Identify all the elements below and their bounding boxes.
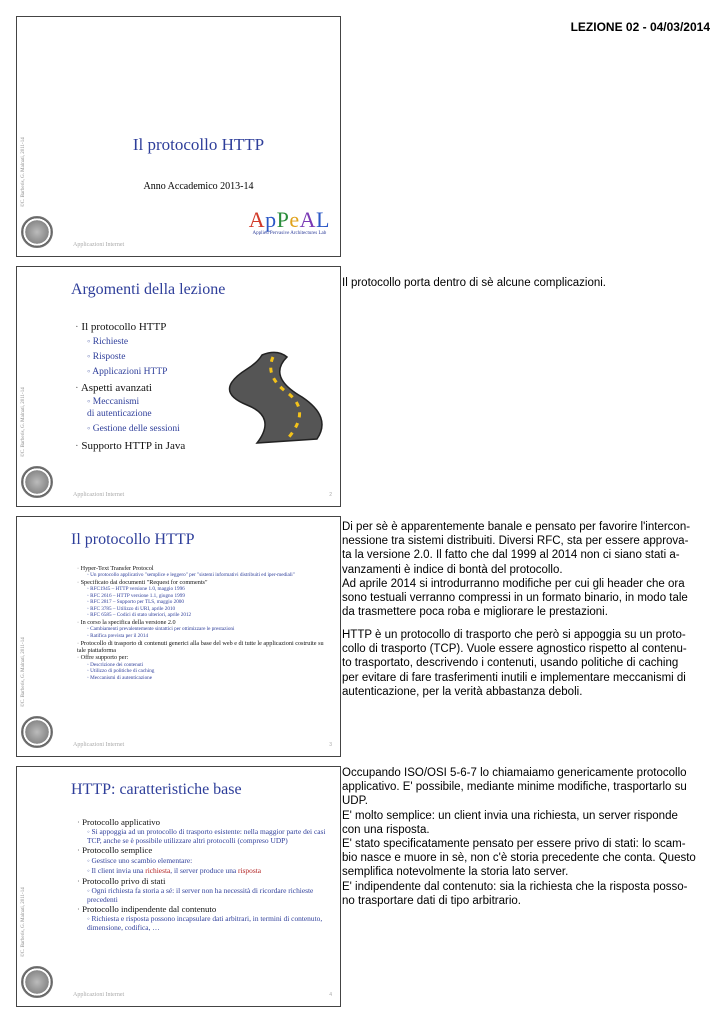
note-slide-4: Occupando ISO/OSI 5-6-7 lo chiamaiamo genericamente protocollo applicativo. E' possibile, mediante minime modifiche, trasportarlo su UDP. E' molto semplice: un client invia una richiesta, un server risponde con una risposta. E' stato specificatamente pensato per essere privo di stati: lo scam- bio nasce e muore in sè, non c'è storia precedente che conta. Questo semplifica notevolmente la storia lato server. E' indipendente dal contenuto: sia la richiesta che la risposta posso- no trasportare dati di tipo arbitrario.: [342, 767, 696, 907]
appeal-logo-word: ApPeAL: [248, 207, 330, 232]
slide-title: HTTP: caratteristiche base: [71, 781, 242, 798]
sub-bullet: ◦ RFC 2616 – HTTP versione 1.1, giugno 1999: [77, 593, 327, 600]
university-seal-icon: [21, 716, 53, 748]
sub-bullet: ◦ Ratifica prevista per il 2014: [77, 633, 327, 640]
slide-credit: ©C. Barberis, G. Malnati, 2011-14: [21, 887, 26, 957]
sub-bullet: ◦ RFC 2817 – Supporto per TLS, maggio 2000: [77, 599, 327, 606]
sub-bullet: ◦ Gestisce uno scambio elementare:: [77, 856, 332, 866]
slide-credit: ©C. Barberis, G. Malnati, 2011-14: [21, 637, 26, 707]
bullet: · Supporto HTTP in Java: [75, 438, 185, 454]
sub-bullet: ◦ RFC 6585 – Codici di stato ulteriori, aprile 2012: [77, 612, 327, 619]
sub-bullet: ◦ Ogni richiesta fa storia a sé: il server non ha necessità di ricordare richieste precedenti: [77, 887, 332, 904]
slide-4: [16, 766, 341, 1007]
slide-1: [16, 16, 341, 257]
slide-3: [16, 516, 341, 757]
university-seal-icon: [21, 466, 53, 498]
note-slide-3-part-2: HTTP è un protocollo di trasporto che però si appoggia su un proto- collo di trasporto (TCP). Vuole essere agnostico rispetto al contenu- to trasportato, descrivendo i contenuti, usando politiche di caching per evitare di fare trasferimenti inutili e implementare meccanismi di autenticazione, per la verità abbastanza deboli.: [342, 629, 687, 698]
bullet: · Aspetti avanzati: [75, 380, 185, 396]
sub-bullet: ◦ Richiesta e risposta possono incapsulare dati arbitrari, in termini di contenuto, dimensione, codifica, …: [77, 915, 332, 932]
slide-2: [16, 266, 341, 507]
slide-footer: Applicazioni Internet: [73, 492, 125, 498]
sub-bullet: ◦ Gestione delle sessioni: [75, 420, 185, 438]
slide-bullets: [75, 319, 185, 454]
note-slide-3-part-1: Di per sè è apparentemente banale e pensato per favorire l'intercon- nessione tra sistemi distribuiti. Diversi RFC, sta per essere approva- ta la versione 2.0. Il fatto che dal 1999 al 2014 non ci siano stati a- vanzamenti è indice di bontà del protocollo. Ad aprile 2014 si introdurranno modifiche per cui gli header che ora sono testuali verranno compressi in un formato binario, in modo tale da trasmettere poca roba e migliorare le prestazioni.: [342, 521, 691, 619]
slide-title: Il protocollo HTTP: [132, 135, 265, 154]
bullet: · Hyper-Text Transfer Protocol: [77, 565, 327, 572]
bullet: · Protocollo applicativo: [77, 817, 332, 828]
note-slide-2: Il protocollo porta dentro di sè alcune complicazioni.: [342, 277, 607, 289]
page-number: 2: [329, 492, 332, 498]
slide-subtitle: Anno Accademico 2013-14: [143, 181, 254, 192]
slide-footer: Applicazioni Internet: [73, 992, 125, 998]
sub-bullet: ◦ Richieste: [75, 335, 185, 350]
sub-bullet: ◦ Cambiamenti prevalentemente sintattici per ottimizzare le prestazioni: [77, 626, 327, 633]
sub-bullet: ◦ RFC 3785 – Utilizzo di URI, aprile 2010: [77, 606, 327, 613]
slide-title: Il protocollo HTTP: [71, 531, 195, 548]
page-number: 4: [329, 992, 332, 998]
slide-bullets: [77, 565, 327, 682]
slide-bullets: [77, 817, 332, 933]
slide-credit: ©C. Barberis, G. Malnati, 2011-14: [21, 387, 26, 457]
bullet: · Offre supporto per:: [77, 654, 327, 661]
sub-bullet: ◦ Un protocollo applicativo "semplice e leggero" per "sistemi informativi distribuiti ed iper-mediali": [77, 572, 327, 578]
sub-bullet: ◦ Si appoggia ad un protocollo di trasporto esistente: nella maggior parte dei casi TCP, anche se è possibile utilizzare altri protocolli (compreso UDP): [77, 828, 332, 845]
sub-bullet: ◦ Descrizione dei contenuti: [77, 662, 327, 669]
bullet: · Protocollo privo di stati: [77, 876, 332, 887]
sub-bullet: ◦ Meccanismi di autenticazione: [75, 396, 185, 420]
slide-title: Argomenti della lezione: [71, 281, 226, 298]
sub-bullet: ◦ RFC1945 – HTTP versione 1.0, maggio 1996: [77, 586, 327, 593]
sub-bullet: ◦ Meccanismi di autenticazione: [77, 675, 327, 682]
bullet: · Specificato dai documenti "Request for comments": [77, 579, 327, 586]
university-seal-icon: [21, 966, 53, 998]
bullet: · Protocollo di trasporto di contenuti generici alla base del web e di tutte le applicazioni costruite su tale piattaforma: [77, 640, 327, 655]
sub-bullet: ◦ Risposte: [75, 350, 185, 365]
sub-bullet-rich: ◦ Il client invia una richiesta, il server produce una risposta: [77, 866, 332, 876]
road-illustration-icon: [207, 347, 335, 447]
lesson-header: LEZIONE 02 - 04/03/2014: [570, 20, 710, 34]
slide-footer: Applicazioni Internet: [73, 742, 125, 748]
slide-credit: ©C. Barberis, G. Malnati, 2011-14: [21, 137, 26, 207]
page-number: 3: [329, 742, 332, 748]
sub-bullet: ◦ Utilizzo di politiche di caching: [77, 668, 327, 675]
bullet: · Protocollo indipendente dal contenuto: [77, 904, 332, 915]
sub-bullet: ◦ Applicazioni HTTP: [75, 365, 185, 380]
bullet: · Protocollo semplice: [77, 845, 332, 856]
appeal-logo: ApPeAL Applied Pervasive Architectures Lab: [248, 207, 330, 236]
bullet: · Il protocollo HTTP: [75, 319, 185, 335]
bullet: · In corso la specifica della versione 2.0: [77, 619, 327, 626]
university-seal-icon: [21, 216, 53, 248]
slide-footer: Applicazioni Internet: [73, 242, 125, 248]
